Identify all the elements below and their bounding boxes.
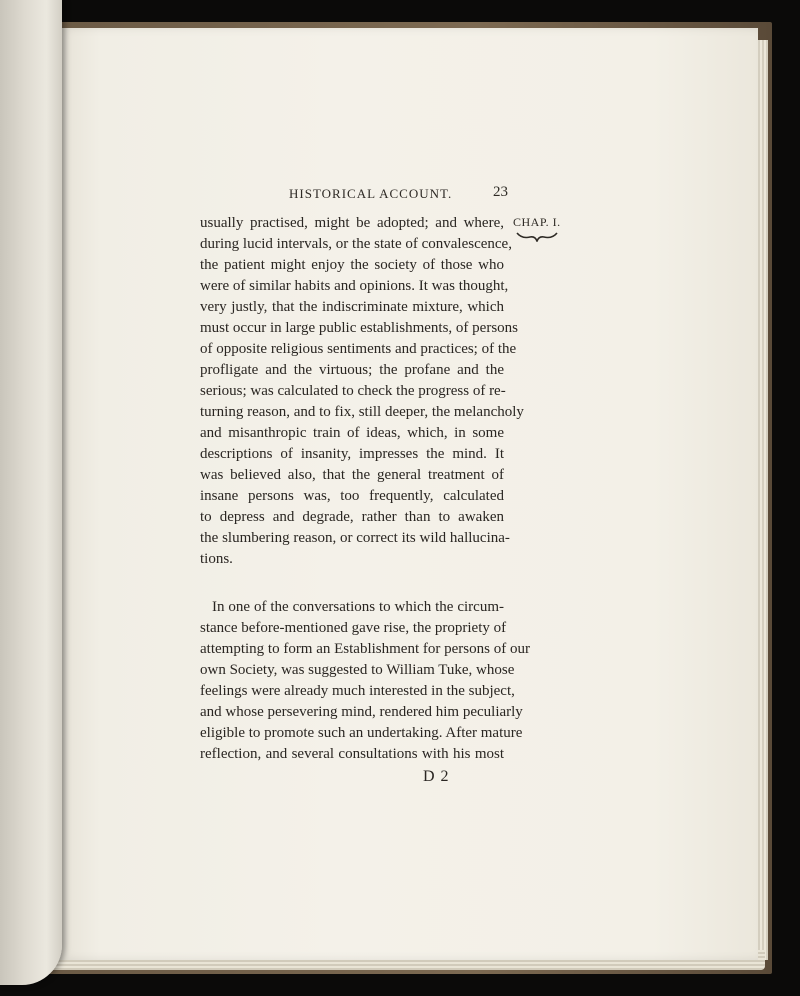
page-number: 23	[493, 184, 508, 200]
text-line: to depress and degrade, rather than to awaken	[200, 509, 504, 525]
signature-mark: D 2	[423, 768, 450, 785]
text-line: during lucid intervals, or the state of convalescence,	[200, 236, 512, 252]
text-line: very justly, that the indiscriminate mixture, which	[200, 299, 504, 315]
text-line: tions.	[200, 551, 233, 567]
text-line: must occur in large public establishments, of persons	[200, 320, 518, 336]
text-line: and whose persevering mind, rendered him peculiarly	[200, 704, 523, 720]
text-line: attempting to form an Establishment for persons of our	[200, 641, 530, 657]
text-line: eligible to promote such an undertaking. After mature	[200, 725, 523, 741]
left-page-edge	[0, 0, 62, 985]
text-line: stance before-mentioned gave rise, the propriety of	[200, 620, 507, 636]
text-line: descriptions of insanity, impresses the mind. It	[200, 446, 504, 462]
running-head: HISTORICAL ACCOUNT.	[289, 186, 453, 201]
chapter-side-note: CHAP. I.	[513, 215, 561, 229]
text-line: the patient might enjoy the society of those who	[200, 257, 504, 273]
text-line: own Society, was suggested to William Tuke, whose	[200, 662, 515, 678]
curly-brace-icon	[516, 230, 558, 242]
text-line: usually practised, might be adopted; and where,	[200, 215, 504, 231]
text-line: feelings were already much interested in the subject,	[200, 683, 515, 699]
text-line: In one of the conversations to which the circum-	[212, 599, 504, 615]
text-line: profligate and the virtuous; the profane and the	[200, 362, 504, 378]
text-line: serious; was calculated to check the progress of re-	[200, 383, 506, 399]
text-line: reflection, and several consultations with his most	[200, 746, 504, 762]
text-line: the slumbering reason, or correct its wild hallucina-	[200, 530, 510, 546]
text-line: were of similar habits and opinions. It was thought,	[200, 278, 509, 294]
text-line: of opposite religious sentiments and practices; of the	[200, 341, 517, 357]
text-line: turning reason, and to fix, still deeper, the melancholy	[200, 404, 524, 420]
text-line: insane persons was, too frequently, calculated	[200, 488, 504, 504]
text-line: and misanthropic train of ideas, which, in some	[200, 425, 504, 441]
text-line: was believed also, that the general treatment of	[200, 467, 504, 483]
